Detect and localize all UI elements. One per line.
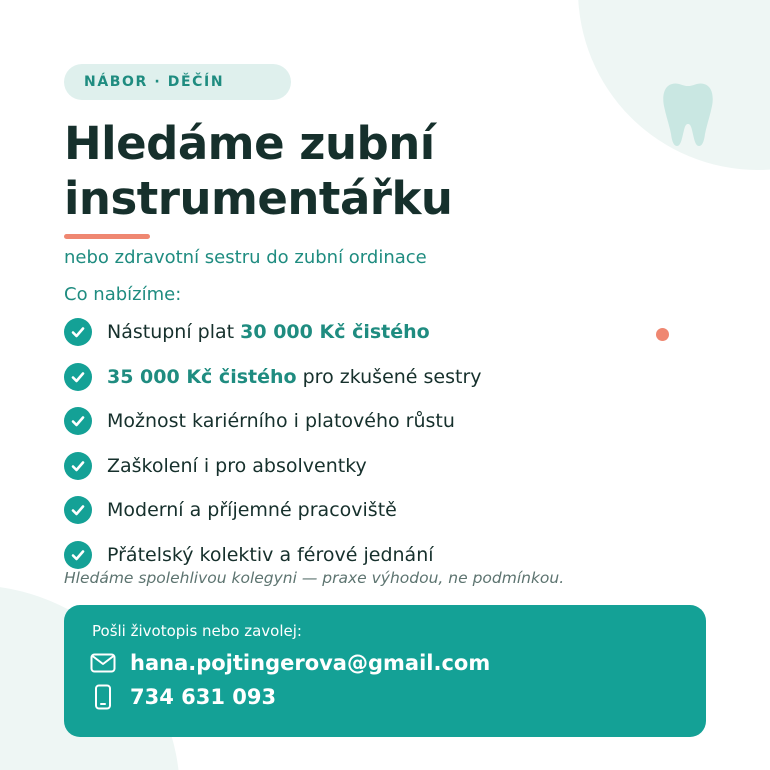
benefit-item bbox=[64, 310, 482, 355]
tooth-icon bbox=[662, 80, 714, 148]
benefits-list bbox=[64, 310, 482, 577]
benefit-text: Zaškolení i pro absolventky bbox=[107, 454, 367, 477]
headline-line-1: Hledáme zubní bbox=[64, 117, 435, 170]
benefit-item bbox=[64, 355, 482, 400]
contact-label: Pošli životopis nebo zavolej: bbox=[92, 622, 302, 640]
benefits-heading: Co nabízíme: bbox=[64, 284, 182, 305]
subtitle: nebo zdravotní sestru do zubní ordinace bbox=[64, 247, 427, 268]
email-link[interactable]: hana.pojtingerova@gmail.com bbox=[130, 651, 491, 675]
headline-line-2: instrumentářku bbox=[64, 172, 453, 225]
benefit-item bbox=[64, 488, 482, 533]
benefit-text-before: Nástupní plat bbox=[107, 321, 241, 344]
benefit-text: Přátelský kolektiv a férové jednání bbox=[107, 543, 434, 566]
benefit-text: Možnost kariérního i platového růstu bbox=[107, 410, 455, 433]
benefit-text bbox=[107, 365, 482, 389]
contact-phone-row[interactable] bbox=[90, 683, 276, 711]
check-icon bbox=[64, 541, 92, 569]
benefit-text-after: pro zkušené sestry bbox=[296, 365, 482, 388]
benefit-text bbox=[107, 320, 430, 344]
check-icon bbox=[64, 452, 92, 480]
contact-card bbox=[64, 605, 706, 737]
benefit-highlight: 35 000 Kč čistého bbox=[107, 365, 297, 388]
recruitment-badge: NÁBOR · DĚČÍN bbox=[64, 64, 291, 100]
check-icon bbox=[64, 496, 92, 524]
benefit-text: Moderní a příjemné pracoviště bbox=[107, 499, 397, 522]
decor-dot bbox=[656, 328, 669, 341]
check-icon bbox=[64, 407, 92, 435]
headline bbox=[64, 116, 624, 226]
check-icon bbox=[64, 363, 92, 391]
check-icon bbox=[64, 318, 92, 346]
benefit-item bbox=[64, 399, 482, 444]
benefit-highlight: 30 000 Kč čistého bbox=[240, 321, 430, 344]
contact-email-row[interactable] bbox=[90, 649, 490, 677]
phone-icon bbox=[90, 684, 116, 710]
phone-link[interactable]: 734 631 093 bbox=[130, 685, 277, 709]
headline-underline bbox=[64, 234, 150, 239]
envelope-icon bbox=[90, 650, 116, 676]
benefit-item bbox=[64, 444, 482, 489]
note-text: Hledáme spolehlivou kolegyni — praxe výhodou, ne podmínkou. bbox=[64, 569, 565, 587]
